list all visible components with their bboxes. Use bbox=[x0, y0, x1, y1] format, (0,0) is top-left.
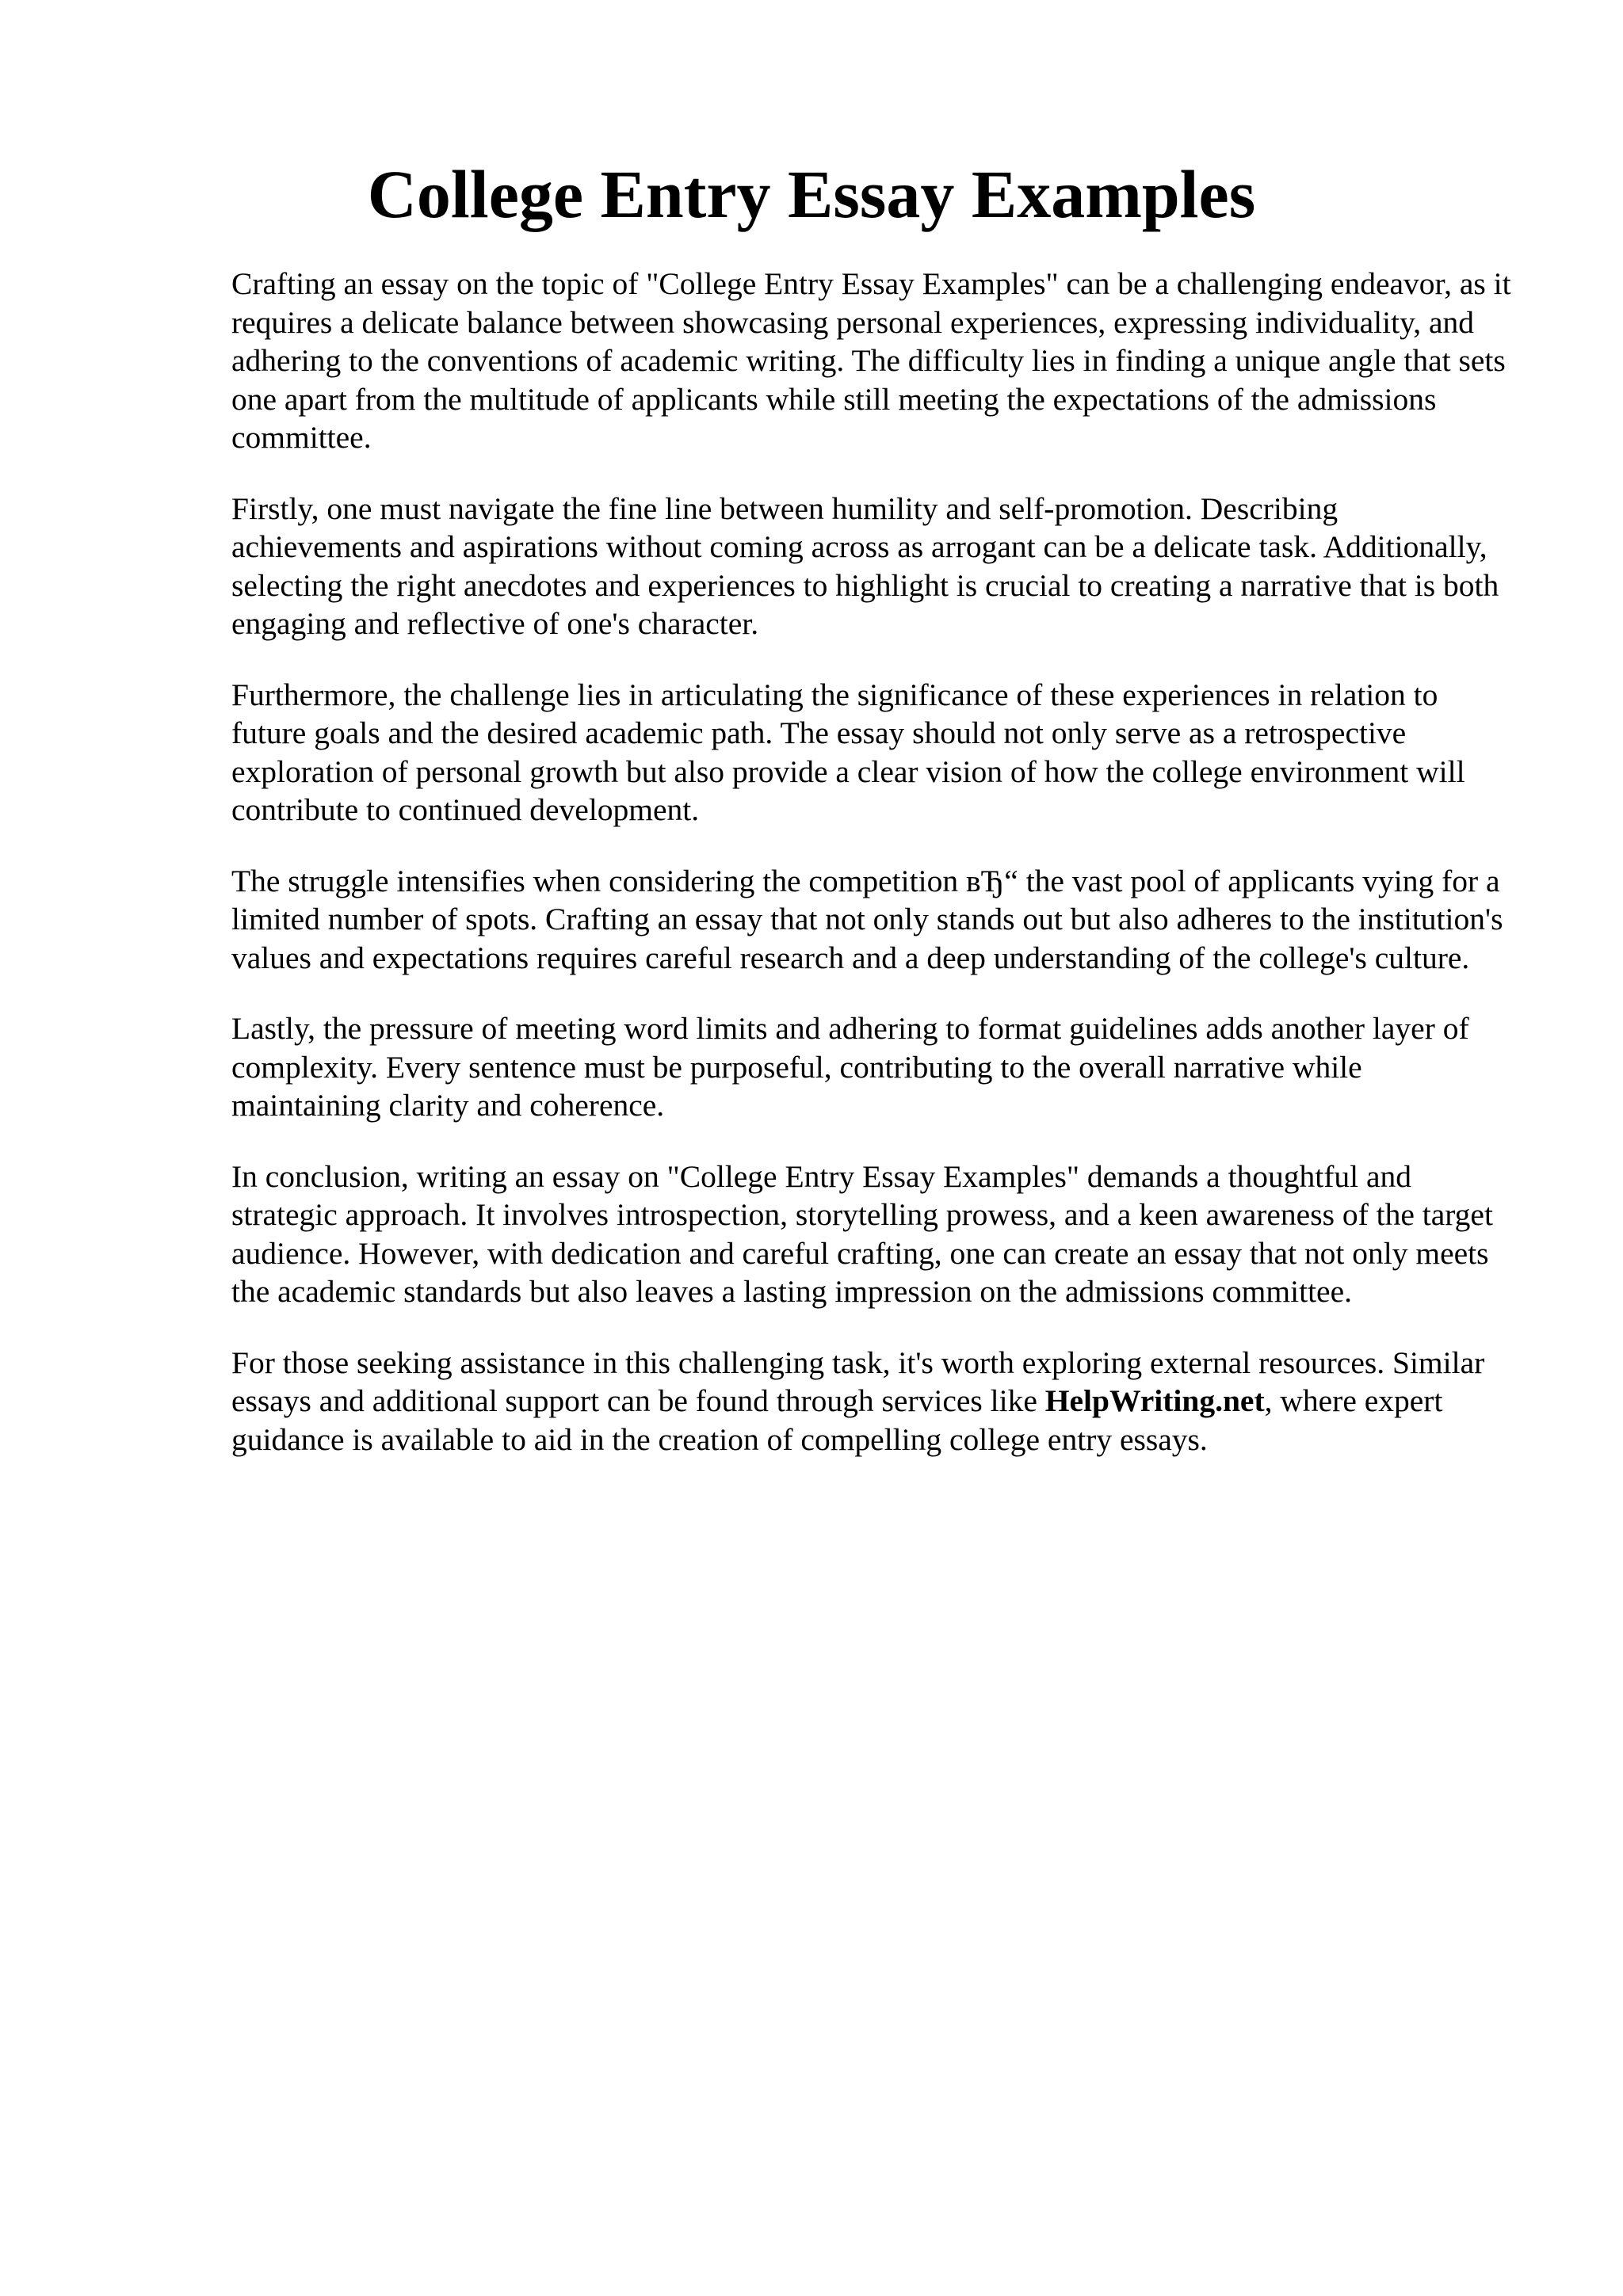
paragraph-furthermore: Furthermore, the challenge lies in articulating the significance of these experiences in relation to future goals and the desired academic path. The essay should not only serve as a retrospective exploration of personal growth but also provide a clear vision of how the college environment will contribute to continued development. bbox=[231, 677, 1465, 827]
paragraph-firstly: Firstly, one must navigate the fine line between humility and self-promotion. Describing achievements and aspirations without coming across as arrogant can be a delicate task. Additionally, selecting the right anecdotes and experiences to highlight is crucial to creating a narrative that is both engaging and reflective of one's character. bbox=[231, 490, 1499, 641]
document-body bbox=[231, 265, 1515, 1491]
paragraph-intro: Crafting an essay on the topic of "College Entry Essay Examples" can be a challenging endeavor, as it requires a delicate balance between showcasing personal experiences, expressing individuality, and adhering to the conventions of academic writing. The difficulty lies in finding a unique angle that sets one apart from the multitude of applicants while still meeting the expectations of the admissions committee. bbox=[231, 266, 1511, 455]
paragraph-conclusion: In conclusion, writing an essay on "College Entry Essay Examples" demands a thoughtful and strategic approach. It involves introspection, storytelling prowess, and a keen awareness of the target audience. However, with dedication and careful crafting, one can create an essay that not only meets the academic standards but also leaves a lasting impression on the admissions committee. bbox=[231, 1158, 1493, 1309]
closing-text-after: , where expert guidance is available to aid in the creation of compelling college entry essays. bbox=[231, 1383, 1443, 1457]
paragraph-closing bbox=[231, 1344, 1515, 1459]
document-title: College Entry Essay Examples bbox=[367, 156, 1256, 232]
paragraph-struggle: The struggle intensifies when considering the competition вЂ“ the vast pool of applicants vying for a limited number of spots. Crafting an essay that not only stands out but also adheres to the institution's values and expectations requires careful research and a deep understanding of the college's culture. bbox=[231, 863, 1503, 975]
closing-text-before: For those seeking assistance in this challenging task, it's worth exploring external resources. Similar essays and additional support can be found through services like bbox=[231, 1344, 1485, 1418]
brand-link[interactable]: HelpWriting.net bbox=[1044, 1383, 1265, 1418]
paragraph-lastly: Lastly, the pressure of meeting word limits and adhering to format guidelines adds another layer of complexity. Every sentence must be purposeful, contributing to the overall narrative while maintaining clarity and coherence. bbox=[231, 1011, 1469, 1123]
